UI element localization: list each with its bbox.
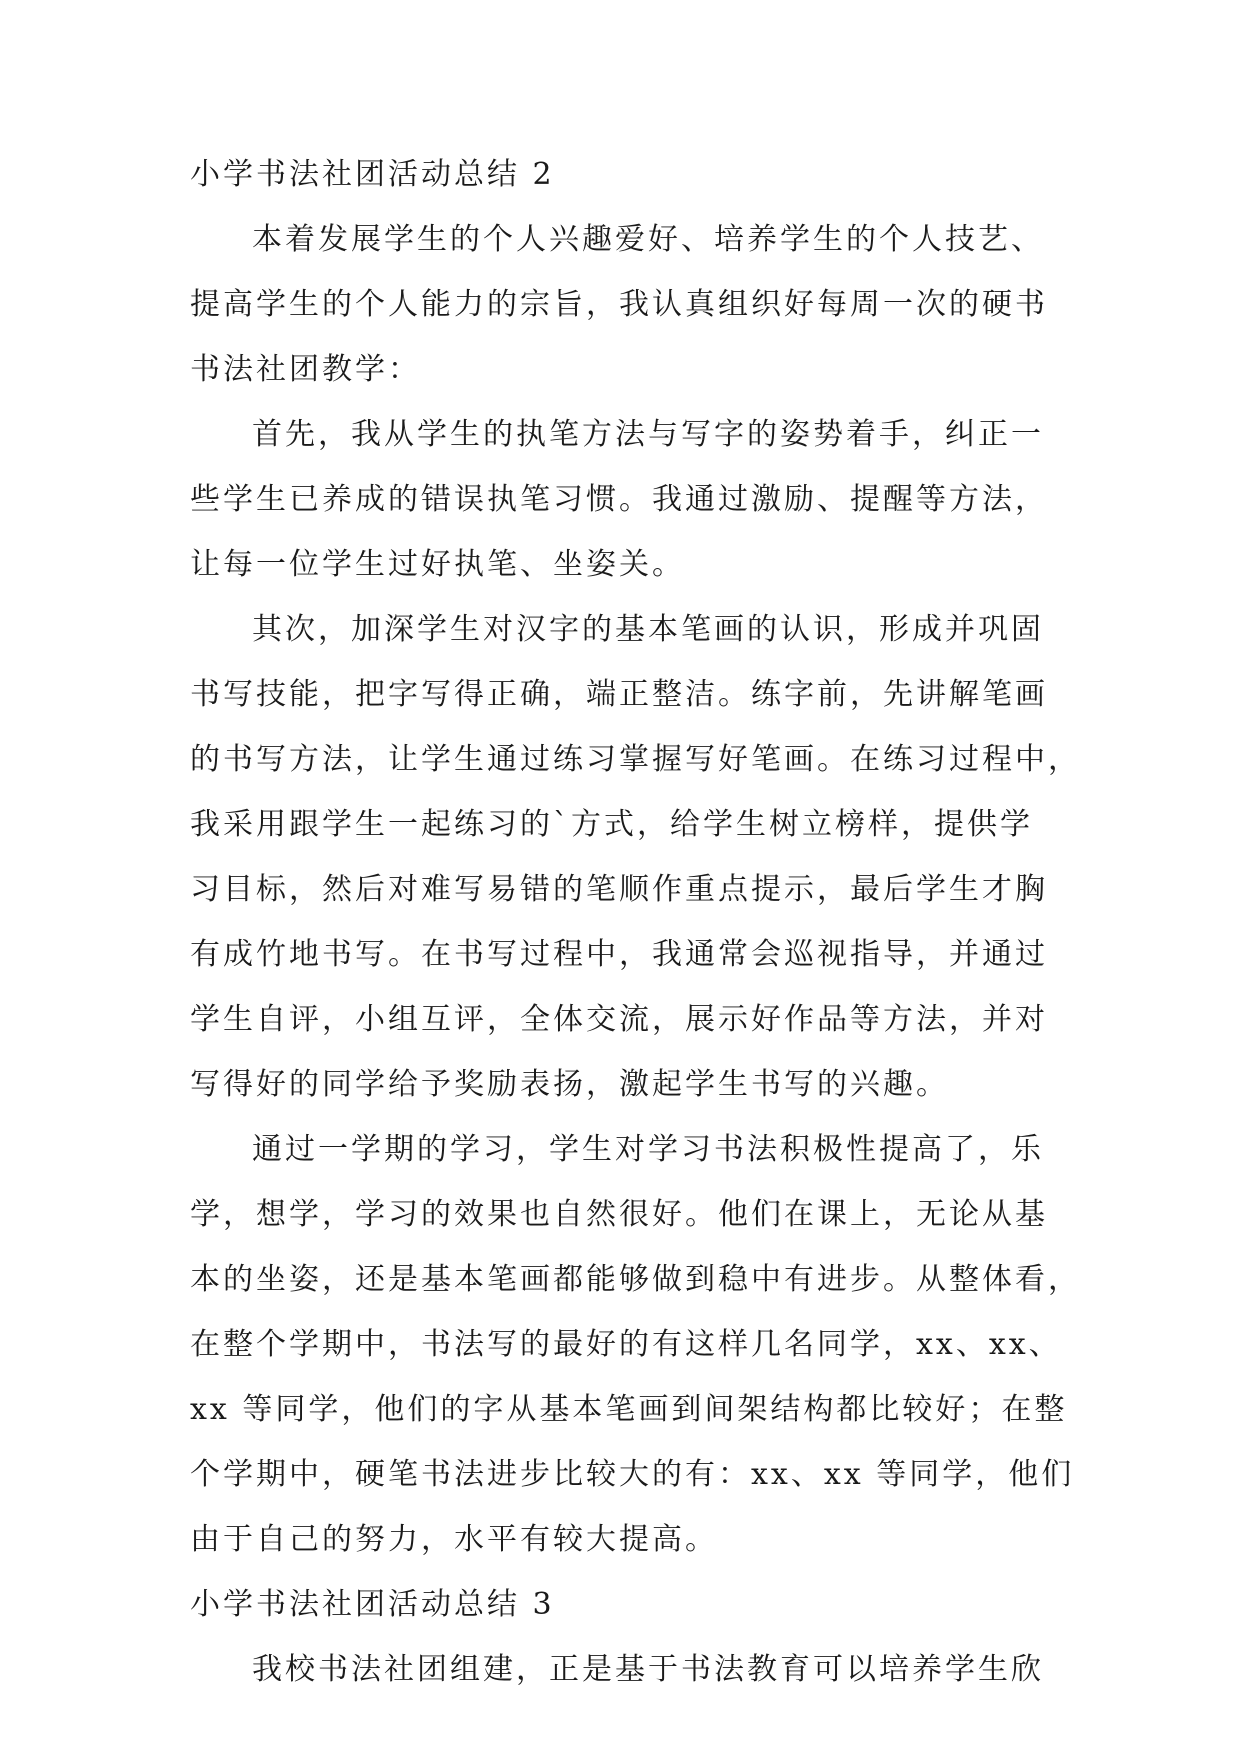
paragraph-line: 提高学生的个人能力的宗旨，我认真组织好每周一次的硬书 — [190, 287, 1048, 322]
paragraph-line: 学，想学，学习的效果也自然很好。他们在课上，无论从基 — [190, 1197, 1048, 1232]
paragraph-line: 个学期中，硬笔书法进步比较大的有：xx、xx 等同学，他们 — [190, 1457, 1075, 1492]
paragraph-line: 书写技能，把字写得正确，端正整洁。练字前，先讲解笔画 — [190, 677, 1048, 712]
paragraph-line: 我采用跟学生一起练习的`方式，给学生树立榜样，提供学 — [190, 807, 1033, 842]
paragraph-line: 通过一学期的学习，学生对学习书法积极性提高了，乐 — [252, 1132, 1044, 1167]
paragraph-line: 首先，我从学生的执笔方法与写字的姿势着手，纠正一 — [252, 417, 1044, 452]
paragraph-line: 本的坐姿，还是基本笔画都能够做到稳中有进步。从整体看， — [190, 1262, 1081, 1297]
paragraph-line: 书法社团教学： — [190, 352, 421, 387]
paragraph-line: 学生自评，小组互评，全体交流，展示好作品等方法，并对 — [190, 1002, 1048, 1037]
paragraph-line: 其次，加深学生对汉字的基本笔画的认识，形成并巩固 — [252, 612, 1044, 647]
paragraph-line: xx 等同学，他们的字从基本笔画到间架结构都比较好；在整 — [190, 1392, 1068, 1427]
paragraph-line: 让每一位学生过好执笔、坐姿关。 — [190, 547, 685, 582]
paragraph-line: 由于自己的努力，水平有较大提高。 — [190, 1522, 718, 1557]
paragraph-line: 有成竹地书写。在书写过程中，我通常会巡视指导，并通过 — [190, 937, 1048, 972]
section-title-3: 小学书法社团活动总结 3 — [190, 1587, 555, 1622]
paragraph-line: 本着发展学生的个人兴趣爱好、培养学生的个人技艺、 — [252, 222, 1044, 257]
paragraph-line: 的书写方法，让学生通过练习掌握写好笔画。在练习过程中， — [190, 742, 1081, 777]
paragraph-line: 在整个学期中，书法写的最好的有这样几名同学，xx、xx、 — [190, 1327, 1062, 1362]
paragraph-line: 写得好的同学给予奖励表扬，激起学生书写的兴趣。 — [190, 1067, 949, 1102]
paragraph-line: 些学生已养成的错误执笔习惯。我通过激励、提醒等方法， — [190, 482, 1048, 517]
paragraph-line: 我校书法社团组建，正是基于书法教育可以培养学生欣 — [252, 1652, 1044, 1687]
section-title-2: 小学书法社团活动总结 2 — [190, 157, 555, 192]
paragraph-line: 习目标，然后对难写易错的笔顺作重点提示，最后学生才胸 — [190, 872, 1048, 907]
